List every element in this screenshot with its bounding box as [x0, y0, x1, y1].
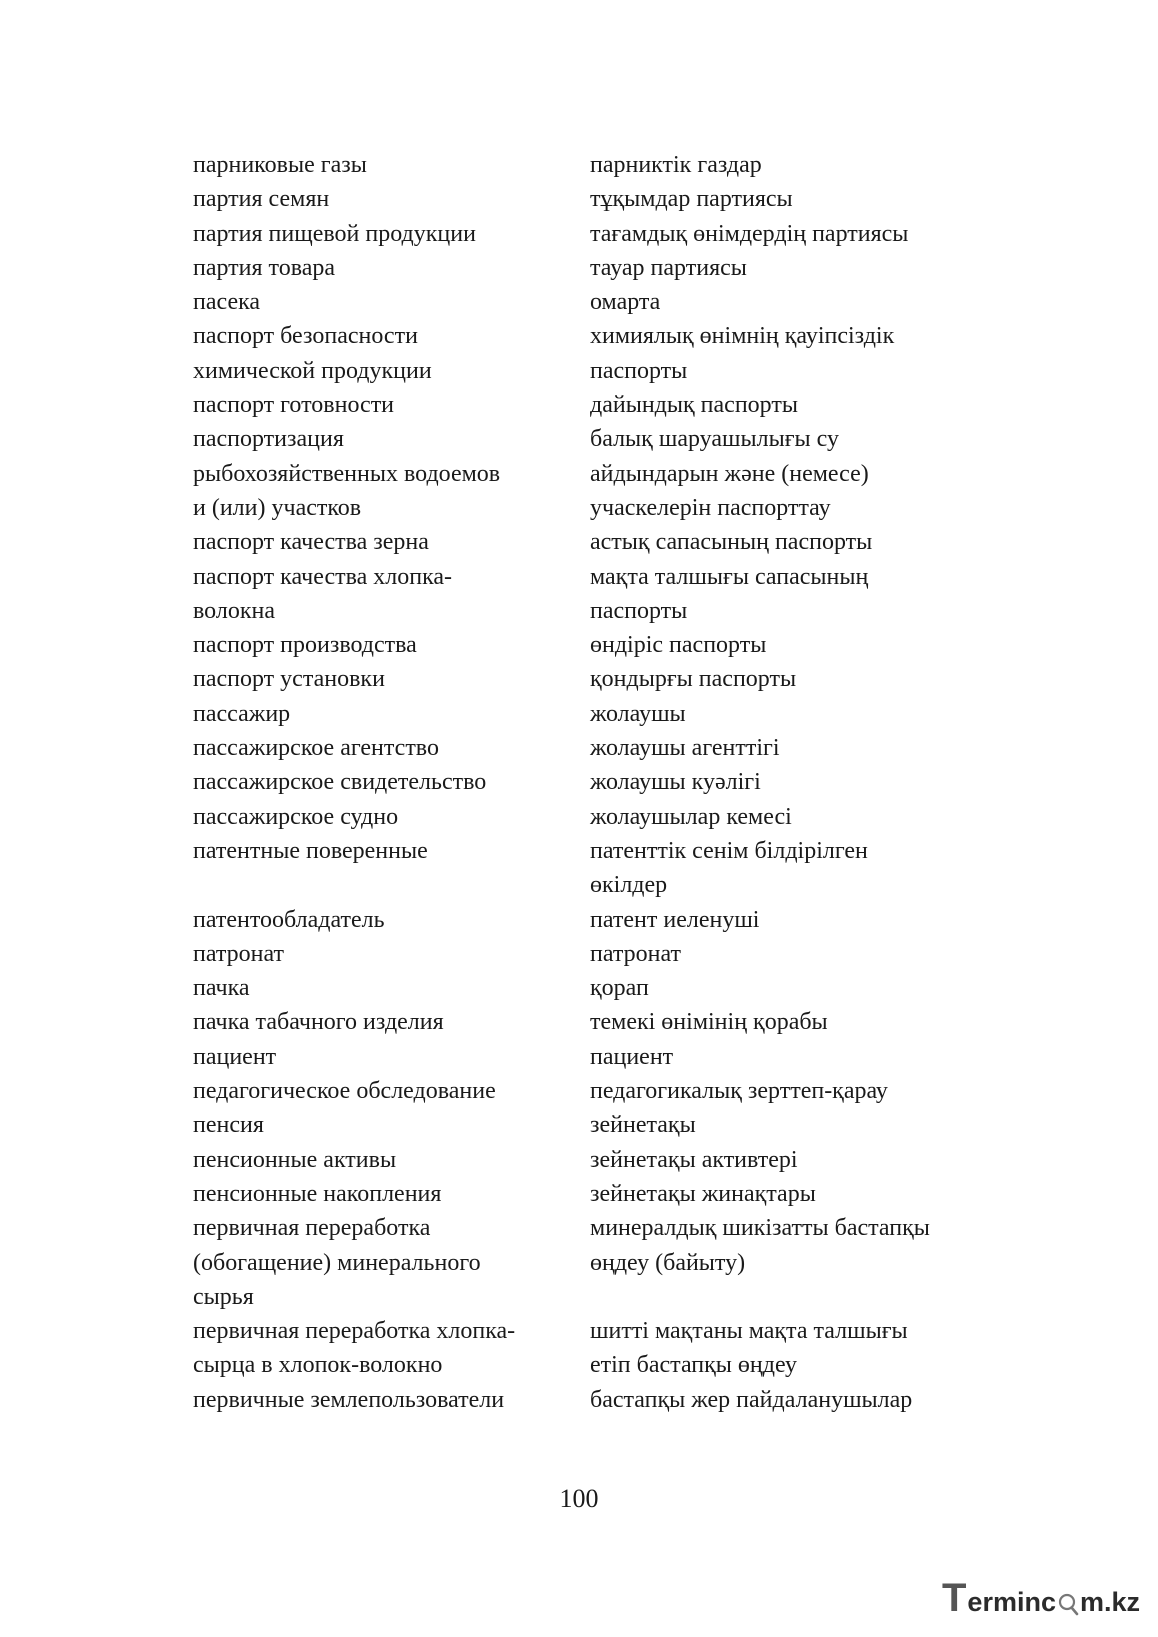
- term-russian: пенсионные активы: [193, 1146, 397, 1173]
- term-russian: пасека: [193, 289, 261, 316]
- term-russian: первичная переработка хлопка- сырца в хлопок-волокно: [193, 1318, 516, 1379]
- term-kazakh: мақта талшығы сапасының паспорты: [590, 563, 869, 624]
- term-kazakh: астық сапасының паспорты: [590, 529, 873, 556]
- term-kazakh: шитті мақтаны мақта талшығы етіп бастапқы өңдеу: [590, 1318, 908, 1379]
- term-kazakh: патронат: [590, 940, 682, 967]
- glossary-entry: [193, 971, 1013, 1005]
- glossary-entry: [193, 319, 1013, 388]
- term-russian: паспорт производства: [193, 632, 417, 659]
- term-russian: паспорт качества хлопка- волокна: [193, 563, 453, 624]
- glossary-entry: [193, 1383, 1013, 1417]
- term-kazakh: тауар партиясы: [590, 254, 747, 281]
- glossary-entry: [193, 251, 1013, 285]
- magnifier-icon: [1057, 1593, 1079, 1624]
- term-russian: паспорт безопасности химической продукции: [193, 323, 432, 384]
- glossary-entry: [193, 388, 1013, 422]
- term-kazakh: омарта: [590, 289, 661, 316]
- glossary-entry: [193, 560, 1013, 629]
- term-kazakh: зейнетақы жинақтары: [590, 1180, 816, 1207]
- term-kazakh: жолаушылар кемесі: [590, 803, 792, 830]
- term-russian: партия товара: [193, 254, 336, 281]
- glossary-entry: [193, 1211, 1013, 1314]
- term-kazakh: балық шаруашылығы су айдындарын және (немесе) учаскелерін паспорттау: [590, 426, 869, 521]
- term-russian: пачка: [193, 975, 250, 1002]
- term-kazakh: пациент: [590, 1043, 674, 1070]
- term-kazakh: қондырғы паспорты: [590, 666, 797, 693]
- term-russian: парниковые газы: [193, 152, 367, 178]
- term-kazakh: патент иеленуші: [590, 906, 760, 933]
- glossary-entry: [193, 422, 1013, 525]
- term-russian: пачка табачного изделия: [193, 1009, 444, 1036]
- term-russian: пенсионные накопления: [193, 1180, 442, 1207]
- term-kazakh: парниктік газдар: [590, 152, 762, 178]
- glossary-entry: [193, 903, 1013, 937]
- term-russian: пассажирское судно: [193, 803, 399, 830]
- term-kazakh: өндіріс паспорты: [590, 632, 767, 659]
- term-russian: пенсия: [193, 1112, 264, 1139]
- glossary-entry: [193, 1005, 1013, 1039]
- term-russian: патентообладатель: [193, 906, 385, 933]
- page-number: 100: [559, 1484, 599, 1513]
- glossary-entry: [193, 182, 1013, 216]
- site-watermark: [942, 1576, 1140, 1621]
- term-russian: паспортизация рыбохозяйственных водоемов и (или) участков: [193, 426, 501, 521]
- glossary-entry: [193, 1314, 1013, 1383]
- glossary-entry: [193, 731, 1013, 765]
- term-russian: паспорт установки: [193, 666, 385, 693]
- glossary-entry: [193, 765, 1013, 799]
- glossary-entry: [193, 217, 1013, 251]
- term-kazakh: тағамдық өнімдердің партиясы: [590, 220, 909, 247]
- term-russian: патронат: [193, 940, 285, 967]
- term-russian: пассажир: [193, 700, 291, 727]
- term-russian: пациент: [193, 1043, 277, 1070]
- glossary-entry: [193, 1108, 1013, 1142]
- term-kazakh: қорап: [590, 975, 649, 1002]
- term-kazakh: жолаушы агенттігі: [590, 735, 780, 762]
- term-russian: первичная переработка (обогащение) минерального сырья: [193, 1215, 481, 1310]
- term-kazakh: химиялық өнімнің қауіпсіздік паспорты: [590, 323, 895, 384]
- term-russian: партия семян: [193, 186, 330, 213]
- term-kazakh: бастапқы жер пайдаланушылар: [590, 1386, 913, 1413]
- term-kazakh: педагогикалық зерттеп-қарау: [590, 1078, 888, 1105]
- glossary-entry: [193, 148, 1013, 182]
- term-kazakh: патенттік сенім білдірілген өкілдер: [590, 837, 868, 899]
- glossary-entry: [193, 1177, 1013, 1211]
- term-russian: паспорт готовности: [193, 392, 395, 419]
- term-russian: патентные поверенные: [193, 837, 428, 864]
- term-russian: партия пищевой продукции: [193, 220, 476, 247]
- term-kazakh: минералдық шикізатты бастапқы өңдеу (байыту): [590, 1215, 930, 1276]
- glossary-entry: [193, 525, 1013, 559]
- term-russian: педагогическое обследование: [193, 1078, 496, 1105]
- glossary-entry: [193, 697, 1013, 731]
- watermark-text-end: m.kz: [1079, 1587, 1140, 1617]
- glossary-entry: [193, 1040, 1013, 1074]
- term-russian: пассажирское агентство: [193, 735, 439, 762]
- term-kazakh: зейнетақы активтері: [590, 1146, 798, 1173]
- term-kazakh: жолаушы куәлігі: [590, 769, 761, 796]
- glossary-entry: [193, 1074, 1013, 1108]
- term-russian: первичные землепользователи: [193, 1386, 505, 1413]
- glossary-entry: [193, 937, 1013, 971]
- watermark-text-start: erminc: [967, 1587, 1056, 1617]
- glossary-entry: [193, 834, 1013, 903]
- glossary-list: [193, 148, 1013, 1417]
- glossary-entry: [193, 628, 1013, 662]
- watermark-letter: T: [941, 1576, 967, 1620]
- term-russian: пассажирское свидетельство: [193, 769, 487, 796]
- glossary-entry: [193, 285, 1013, 319]
- term-russian: паспорт качества зерна: [193, 529, 429, 556]
- term-kazakh: дайындық паспорты: [590, 392, 798, 419]
- glossary-entry: [193, 800, 1013, 834]
- term-kazakh: тұқымдар партиясы: [590, 186, 793, 213]
- term-kazakh: жолаушы: [590, 700, 686, 727]
- glossary-entry: [193, 662, 1013, 696]
- term-kazakh: зейнетақы: [590, 1112, 696, 1139]
- term-kazakh: темекі өнімінің қорабы: [590, 1009, 828, 1036]
- glossary-entry: [193, 1143, 1013, 1177]
